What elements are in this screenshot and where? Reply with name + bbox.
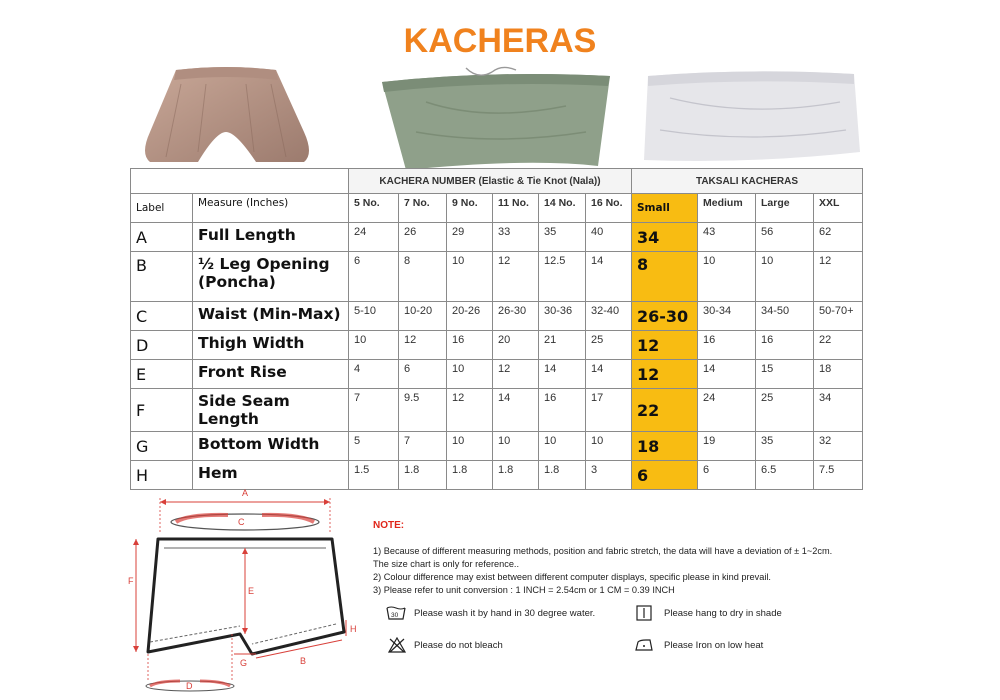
cell-value: 34-50: [756, 302, 814, 331]
cell-value: 6: [349, 252, 399, 302]
column-header-16-no: 16 No.: [586, 194, 632, 223]
cell-value: 16: [698, 331, 756, 360]
cell-value: 10: [756, 252, 814, 302]
column-header-measure: Measure (Inches): [193, 194, 349, 223]
cell-value: 43: [698, 223, 756, 252]
cell-value: 19: [698, 432, 756, 461]
diagram-label-b: B: [300, 656, 307, 666]
column-header-label: Label: [131, 194, 193, 223]
iron-low-icon: [634, 638, 654, 652]
cell-value: 12: [493, 360, 539, 389]
cell-value-small: 26-30: [632, 302, 698, 331]
cell-value: 6: [399, 360, 447, 389]
cell-value: 7.5: [814, 461, 863, 490]
cell-value: 14: [586, 360, 632, 389]
row-label: F: [131, 389, 193, 432]
column-header-9-no: 9 No.: [447, 194, 493, 223]
table-row: [131, 432, 863, 461]
size-chart-table: [130, 168, 863, 490]
cell-value-small: 22: [632, 389, 698, 432]
column-header-xxl: XXL: [814, 194, 863, 223]
row-measure: Side Seam Length: [193, 389, 349, 432]
kachera-photo-beige: [136, 62, 318, 172]
cell-value: 14: [493, 389, 539, 432]
wash-temp-label: 30: [391, 612, 399, 619]
cell-value: 15: [756, 360, 814, 389]
kachera-photo-green: [366, 62, 618, 174]
cell-value: 10: [493, 432, 539, 461]
cell-value: 10: [447, 432, 493, 461]
care-hang-text: Please hang to dry in shade: [664, 608, 782, 619]
cell-value: 29: [447, 223, 493, 252]
diagram-label-d: D: [186, 681, 193, 691]
table-group-header-row: [131, 169, 863, 194]
cell-value: 1.5: [349, 461, 399, 490]
cell-value: 3: [586, 461, 632, 490]
row-measure: Full Length: [193, 223, 349, 252]
care-wash-text: Please wash it by hand in 30 degree water.: [414, 608, 596, 619]
cell-value: 30-36: [539, 302, 586, 331]
cell-value-small: 12: [632, 331, 698, 360]
kachera-photo-white: [640, 68, 862, 164]
care-iron-text: Please Iron on low heat: [664, 640, 764, 651]
table-column-header-row: [131, 194, 863, 223]
row-measure: Waist (Min-Max): [193, 302, 349, 331]
column-header-small: Small: [632, 194, 698, 223]
cell-value: 14: [586, 252, 632, 302]
row-label: C: [131, 302, 193, 331]
table-row: [131, 302, 863, 331]
cell-value: 62: [814, 223, 863, 252]
cell-value: 12: [447, 389, 493, 432]
cell-value: 5: [349, 432, 399, 461]
note-line: 3) Please refer to unit conversion : 1 INCH = 2.54cm or 1 CM = 0.39 INCH: [373, 585, 675, 595]
diagram-label-c: C: [238, 517, 245, 527]
hand-wash-icon: [386, 605, 406, 621]
row-label: B: [131, 252, 193, 302]
cell-value: 12: [399, 331, 447, 360]
cell-value: 56: [756, 223, 814, 252]
cell-value-small: 12: [632, 360, 698, 389]
cell-value: 4: [349, 360, 399, 389]
cell-value: 16: [539, 389, 586, 432]
table-row: [131, 223, 863, 252]
cell-value: 10: [698, 252, 756, 302]
column-header-14-no: 14 No.: [539, 194, 586, 223]
row-measure: ½ Leg Opening (Poncha): [193, 252, 349, 302]
row-label: A: [131, 223, 193, 252]
column-header-5-no: 5 No.: [349, 194, 399, 223]
cell-value: 1.8: [539, 461, 586, 490]
cell-value: 8: [399, 252, 447, 302]
cell-value: 1.8: [399, 461, 447, 490]
cell-value: 25: [756, 389, 814, 432]
cell-value: 24: [698, 389, 756, 432]
cell-value: 20-26: [447, 302, 493, 331]
row-measure: Bottom Width: [193, 432, 349, 461]
cell-value: 10: [586, 432, 632, 461]
cell-value: 18: [814, 360, 863, 389]
taksali-kacheras-header: TAKSALI KACHERAS: [632, 169, 863, 194]
row-measure: Thigh Width: [193, 331, 349, 360]
column-header-large: Large: [756, 194, 814, 223]
cell-value: 32: [814, 432, 863, 461]
cell-value: 12.5: [539, 252, 586, 302]
row-measure: Front Rise: [193, 360, 349, 389]
cell-value: 6.5: [756, 461, 814, 490]
cell-value: 17: [586, 389, 632, 432]
table-row: [131, 252, 863, 302]
cell-value: 50-70+: [814, 302, 863, 331]
column-header-11-no: 11 No.: [493, 194, 539, 223]
cell-value-small: 18: [632, 432, 698, 461]
cell-value: 26: [399, 223, 447, 252]
cell-value: 32-40: [586, 302, 632, 331]
cell-value: 16: [447, 331, 493, 360]
table-row: [131, 331, 863, 360]
care-bleach-text: Please do not bleach: [414, 640, 503, 651]
cell-value: 1.8: [493, 461, 539, 490]
row-measure: Hem: [193, 461, 349, 490]
hang-dry-icon: [636, 605, 652, 621]
cell-value: 10: [447, 360, 493, 389]
diagram-label-e: E: [248, 586, 255, 596]
cell-value: 5-10: [349, 302, 399, 331]
cell-value: 26-30: [493, 302, 539, 331]
cell-value: 40: [586, 223, 632, 252]
cell-value: 34: [814, 389, 863, 432]
cell-value: 16: [756, 331, 814, 360]
diagram-label-h: H: [350, 624, 357, 634]
cell-value: 20: [493, 331, 539, 360]
cell-value: 6: [698, 461, 756, 490]
diagram-label-f: F: [128, 576, 134, 586]
cell-value: 24: [349, 223, 399, 252]
cell-value: 21: [539, 331, 586, 360]
cell-value-small: 34: [632, 223, 698, 252]
cell-value: 35: [539, 223, 586, 252]
cell-value-small: 8: [632, 252, 698, 302]
column-header-medium: Medium: [698, 194, 756, 223]
notes-heading: NOTE:: [373, 520, 405, 531]
table-row: [131, 360, 863, 389]
cell-value: 30-34: [698, 302, 756, 331]
notes-section: [373, 520, 993, 597]
cell-value: 1.8: [447, 461, 493, 490]
kachera-number-header: KACHERA NUMBER (Elastic & Tie Knot (Nala)): [349, 169, 632, 194]
column-header-7-no: 7 No.: [399, 194, 447, 223]
measurement-diagram: [128, 484, 366, 696]
note-line: 2) Colour difference may exist between different computer displays, specific please in kind prevail.: [373, 572, 771, 582]
row-label: G: [131, 432, 193, 461]
cell-value-small: 6: [632, 461, 698, 490]
diagram-label-a: A: [242, 488, 249, 498]
cell-value: 12: [493, 252, 539, 302]
row-label: H: [131, 461, 193, 490]
no-bleach-icon: [388, 637, 406, 653]
diagram-label-g: G: [240, 658, 248, 668]
row-label: E: [131, 360, 193, 389]
note-line: 1) Because of different measuring methods, position and fabric stretch, the data will have a deviation of ± 1~2cm.: [373, 546, 833, 556]
note-line: The size chart is only for reference..: [373, 559, 520, 569]
cell-value: 9.5: [399, 389, 447, 432]
cell-value: 10: [447, 252, 493, 302]
cell-value: 25: [586, 331, 632, 360]
cell-value: 33: [493, 223, 539, 252]
cell-value: 14: [539, 360, 586, 389]
empty-header-cell: [131, 169, 349, 194]
cell-value: 7: [349, 389, 399, 432]
cell-value: 10: [539, 432, 586, 461]
table-row: [131, 389, 863, 432]
page-title: KACHERAS: [403, 22, 597, 60]
cell-value: 7: [399, 432, 447, 461]
cell-value: 10: [349, 331, 399, 360]
cell-value: 35: [756, 432, 814, 461]
cell-value: 10-20: [399, 302, 447, 331]
cell-value: 14: [698, 360, 756, 389]
cell-value: 12: [814, 252, 863, 302]
row-label: D: [131, 331, 193, 360]
cell-value: 22: [814, 331, 863, 360]
